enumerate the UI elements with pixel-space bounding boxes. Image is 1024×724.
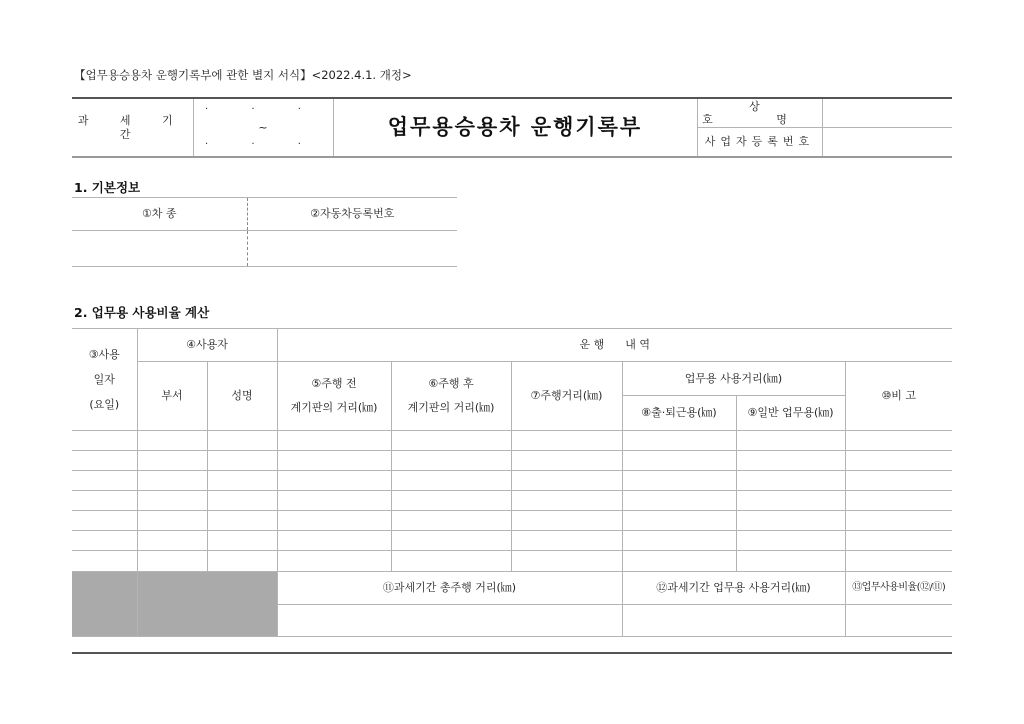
cell[interactable] xyxy=(207,431,277,451)
cell[interactable] xyxy=(207,551,277,572)
name-header: 성명 xyxy=(207,362,277,431)
bottom-divider xyxy=(72,652,952,654)
cell[interactable] xyxy=(736,471,845,491)
total-business-header: ⑫과세기간 업무용 사용거리(㎞) xyxy=(622,572,845,605)
cell[interactable] xyxy=(391,451,511,471)
business-ratio-input[interactable] xyxy=(845,605,952,637)
user-header: ④사용자 xyxy=(137,329,277,362)
cell[interactable] xyxy=(622,531,736,551)
form-title: 업무용승용차 운행기록부 xyxy=(333,98,697,157)
cell[interactable] xyxy=(72,451,137,471)
cell[interactable] xyxy=(845,511,952,531)
cell[interactable] xyxy=(736,431,845,451)
dept-header: 부서 xyxy=(137,362,207,431)
cell[interactable] xyxy=(137,491,207,511)
cell[interactable] xyxy=(511,551,622,572)
cell[interactable] xyxy=(511,511,622,531)
table-row xyxy=(72,471,952,491)
cell[interactable] xyxy=(845,431,952,451)
cell[interactable] xyxy=(391,551,511,572)
cell[interactable] xyxy=(845,531,952,551)
cell[interactable] xyxy=(277,491,391,511)
shaded-cell xyxy=(72,572,137,637)
company-name-label: 상 호 명 xyxy=(697,98,822,127)
cell[interactable] xyxy=(511,491,622,511)
table-row xyxy=(72,511,952,531)
cell[interactable] xyxy=(391,471,511,491)
cell[interactable] xyxy=(72,531,137,551)
cell[interactable] xyxy=(391,431,511,451)
period-input[interactable]: · · · ~ · · · xyxy=(193,98,333,157)
commute-header: ⑧출·퇴근용(㎞) xyxy=(622,396,736,431)
cell[interactable] xyxy=(622,551,736,572)
distance-header: ⑦주행거리(㎞) xyxy=(511,362,622,431)
cell[interactable] xyxy=(736,531,845,551)
cell[interactable] xyxy=(277,471,391,491)
business-ratio-header: ⑬업무사용비율(⑫/⑪) xyxy=(845,572,952,605)
cell[interactable] xyxy=(845,451,952,471)
section1-title: 1. 기본정보 xyxy=(74,180,141,195)
cell[interactable] xyxy=(72,491,137,511)
cell[interactable] xyxy=(137,551,207,572)
cell[interactable] xyxy=(622,471,736,491)
car-reg-header: ②자동차등록번호 xyxy=(247,198,457,231)
cell[interactable] xyxy=(277,551,391,572)
cell[interactable] xyxy=(511,471,622,491)
cell[interactable] xyxy=(137,511,207,531)
cell[interactable] xyxy=(72,431,137,451)
cell[interactable] xyxy=(511,451,622,471)
cell[interactable] xyxy=(845,491,952,511)
before-odometer-header: ⑤주행 전 계기판의 거리(㎞) xyxy=(277,362,391,431)
cell[interactable] xyxy=(72,471,137,491)
cell[interactable] xyxy=(622,511,736,531)
cell[interactable] xyxy=(72,551,137,572)
remarks-header: ⑩비 고 xyxy=(845,362,952,431)
cell[interactable] xyxy=(207,531,277,551)
cell[interactable] xyxy=(736,551,845,572)
cell[interactable] xyxy=(845,471,952,491)
car-reg-input[interactable] xyxy=(247,231,457,267)
section2-title: 2. 업무용 사용비율 계산 xyxy=(74,305,210,320)
cell[interactable] xyxy=(137,531,207,551)
cell[interactable] xyxy=(736,511,845,531)
cell[interactable] xyxy=(137,431,207,451)
car-type-input[interactable] xyxy=(72,231,247,267)
cell[interactable] xyxy=(622,451,736,471)
cell[interactable] xyxy=(72,511,137,531)
cell[interactable] xyxy=(391,531,511,551)
cell[interactable] xyxy=(137,451,207,471)
company-name-input[interactable] xyxy=(822,98,952,127)
usage-table xyxy=(72,328,952,637)
cell[interactable] xyxy=(207,451,277,471)
cell[interactable] xyxy=(511,431,622,451)
basic-info-table xyxy=(72,197,457,267)
period-label: 과 세 기 간 xyxy=(72,98,193,157)
table-row xyxy=(72,491,952,511)
table-row xyxy=(72,551,952,572)
total-business-input[interactable] xyxy=(622,605,845,637)
cell[interactable] xyxy=(391,511,511,531)
cell[interactable] xyxy=(277,431,391,451)
cell[interactable] xyxy=(736,491,845,511)
cell[interactable] xyxy=(845,551,952,572)
operation-header: 운 행 내 역 xyxy=(277,329,952,362)
table-row xyxy=(72,451,952,471)
general-business-header: ⑨일반 업무용(㎞) xyxy=(736,396,845,431)
use-date-header: ③사용 일자 (요일) xyxy=(72,329,137,431)
cell[interactable] xyxy=(277,511,391,531)
cell[interactable] xyxy=(736,451,845,471)
total-distance-header: ⑪과세기간 총주행 거리(㎞) xyxy=(277,572,622,605)
total-distance-input[interactable] xyxy=(277,605,622,637)
business-reg-input[interactable] xyxy=(822,127,952,157)
form-subtitle: 【업무용승용차 운행기록부에 관한 별지 서식】<2022.4.1. 개정> xyxy=(74,68,412,82)
cell[interactable] xyxy=(207,511,277,531)
table-row xyxy=(72,531,952,551)
cell[interactable] xyxy=(391,491,511,511)
table-row xyxy=(72,431,952,451)
cell[interactable] xyxy=(622,491,736,511)
business-reg-label: 사업자등록번호 xyxy=(697,127,822,157)
cell[interactable] xyxy=(511,531,622,551)
after-odometer-header: ⑥주행 후 계기판의 거리(㎞) xyxy=(391,362,511,431)
cell[interactable] xyxy=(277,451,391,471)
car-type-header: ①차 종 xyxy=(72,198,247,231)
cell[interactable] xyxy=(137,471,207,491)
cell[interactable] xyxy=(207,491,277,511)
business-distance-header: 업무용 사용거리(㎞) xyxy=(622,362,845,396)
shaded-cell xyxy=(137,572,277,637)
cell[interactable] xyxy=(207,471,277,491)
cell[interactable] xyxy=(277,531,391,551)
header-table xyxy=(72,97,952,158)
cell[interactable] xyxy=(622,431,736,451)
